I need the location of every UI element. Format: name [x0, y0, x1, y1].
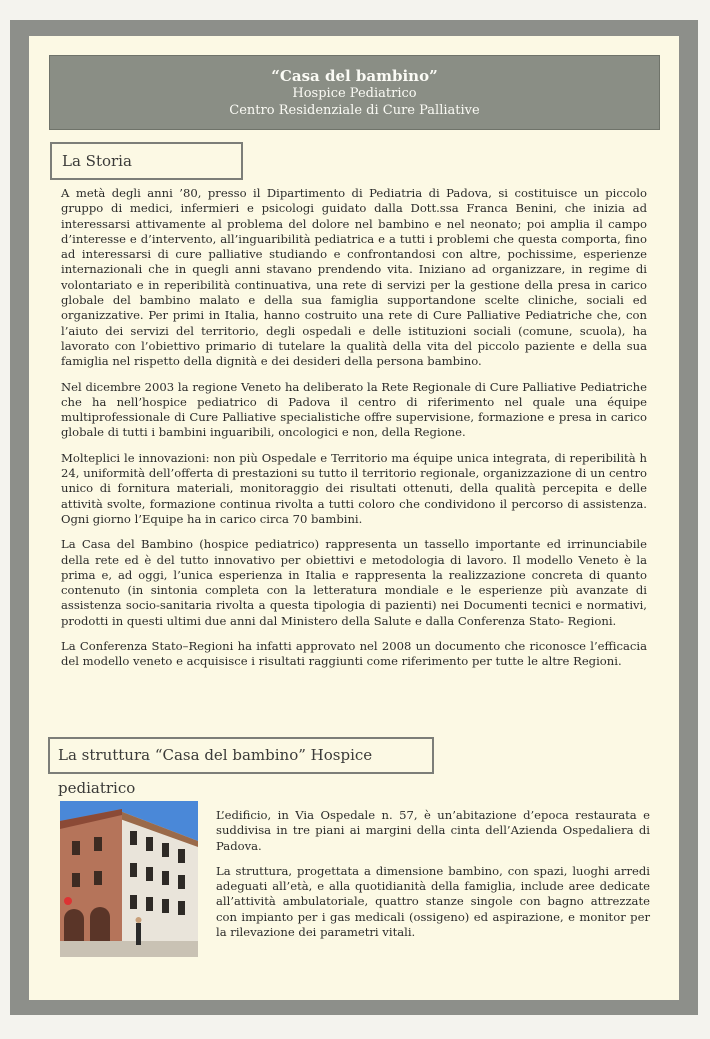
struttura-paragraph: L’edificio, in Via Ospedale n. 57, è un’abitazione d’epoca restaurata e suddivisa in tre piani ai margini della cinta dell’Azienda Ospedaliera di Padova.	[216, 808, 650, 853]
struttura-paragraph: La struttura, progettata a dimensione bambino, con spazi, luoghi arredi adeguati all’età, e alla quotidianità della famiglia, include aree dedicate all’attività ambulatoriale, quattro stanze singole con bagno attrezzate con impianto per i gas medicali (ossigeno) ed aspirazione, e monitor per la rilevazione dei parametri vitali.	[216, 863, 650, 940]
storia-paragraph: Molteplici le innovazioni: non più Ospedale e Territorio ma équipe unica integrata, di reperibilità h 24, uniformità dell’offerta di prestazioni su tutto il territorio regionale, organizzazione di un centro unico di fornitura materiali, monitoraggio dei risultati ottenuti, della qualità percepita e delle attività svolte, formazione continua rivolta a tutti coloro che condividono il percorso di assistenza. Ogni giorno l’Equipe ha in carico circa 70 bambini.	[61, 450, 647, 526]
storia-paragraph: Nel dicembre 2003 la regione Veneto ha deliberato la Rete Regionale di Cure Palliative Pediatriche che ha nell’hospice pediatrico di Padova il centro di riferimento nel quale una équipe multiprofessionale di Cure Palliative specialistiche offre supervisione, formazione e presa in carico globale di tutti i bambini inguaribili, oncologici e non, della Regione.	[61, 379, 647, 440]
storia-paragraph: La Casa del Bambino (hospice pediatrico) rappresenta un tassello importante ed irrinunciabile della rete ed è del tutto innovativo per obiettivi e metodologia di lavoro. Il modello Veneto è la prima e, ad oggi, l’unica esperienza in Italia e rappresenta la realizzazione concreta di quanto contenuto (in sintonia completa con la letteratura mondiale e le esperienze più avanzate di assistenza socio-sanitaria rivolta a questa tipologia di pazienti) nei Documenti tecnici e normativi, prodotti in questi ultimi due anni dal Ministero della Salute e dalla Conferenza Stato- Regioni.	[61, 537, 647, 628]
storia-paragraph: La Conferenza Stato–Regioni ha infatti approvato nel 2008 un documento che riconosce l’efficacia del modello veneto e acquisisce i risultati raggiunti come riferimento per tutte le altre Regioni.	[61, 639, 647, 669]
banner-title: “Casa del bambino”	[271, 67, 438, 85]
title-banner	[49, 55, 660, 130]
struttura-text	[216, 808, 650, 950]
storia-text	[61, 186, 647, 680]
section-heading-storia: La Storia	[50, 142, 243, 180]
banner-subtitle: Hospice Pediatrico	[292, 86, 417, 101]
section-heading-struttura: La struttura “Casa del bambino” Hospice pediatrico	[48, 737, 434, 774]
building-photo	[60, 801, 198, 957]
page-frame	[10, 20, 698, 1015]
banner-subtitle-2: Centro Residenziale di Cure Palliative	[229, 103, 480, 118]
document-sheet	[29, 36, 679, 1000]
storia-paragraph: A metà degli anni ’80, presso il Dipartimento di Pediatria di Padova, si costituisce un piccolo gruppo di medici, infermieri e psicologi guidato dalla Dott.ssa Franca Benini, che inizia ad interessarsi attivamente al problema del dolore nel bambino e nel neonato; poi amplia il campo d’interesse e d’intervento, all’inguaribilità pediatrica e a tutti i problemi che questa comporta, fino ad interessarsi di cure palliative studiando e confrontandosi con altre, pochissime, esperienze internazionali che in quegli anni stavano prendendo vita. Iniziano ad organizzare, in regime di volontariato e in reperibilità continuativa, una rete di servizi per la gestione della presa in carico globale del bambino malato e della sua famiglia supportandone scelte cliniche, sociali ed organizzative. Per primi in Italia, hanno costruito una rete di Cure Palliative Pediatriche che, con l’aiuto dei servizi del territorio, degli ospedali e delle istituzioni sociali (comune, scuola), ha lavorato con l’obiettivo primario di tutelare la qualità della vita del piccolo paziente e della sua famiglia nel rispetto della dignità e dei desideri della persona bambino.	[61, 186, 647, 369]
